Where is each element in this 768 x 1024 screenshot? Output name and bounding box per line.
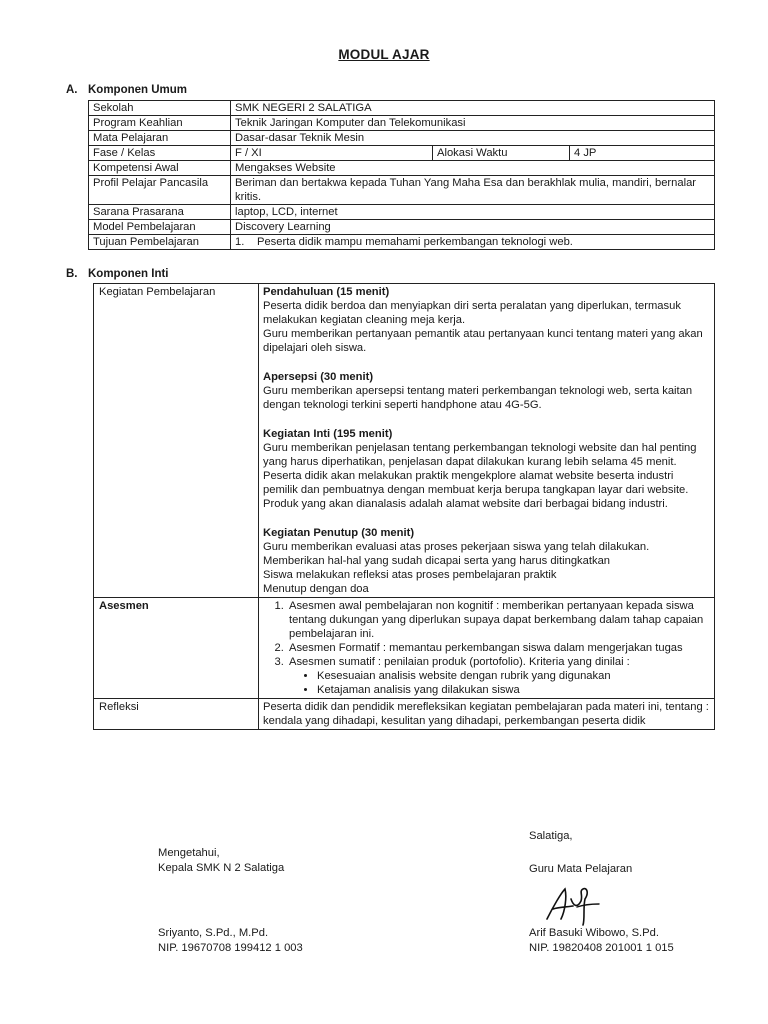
section-a-title: Komponen Umum: [88, 84, 188, 96]
row-value: laptop, LCD, internet: [231, 205, 715, 220]
paragraph: Menutup dengan doa: [263, 583, 369, 595]
alokasi-label: Alokasi Waktu: [433, 146, 570, 161]
bullet-item: • Ketajaman analisis yang dilakukan siswa: [317, 683, 710, 697]
row-value: Dasar-dasar Teknik Mesin: [231, 131, 715, 146]
row-label: Profil Pelajar Pancasila: [89, 176, 231, 205]
row-label: Tujuan Pembelajaran: [89, 235, 231, 250]
row-value: [231, 235, 715, 250]
place-date: Salatiga,: [529, 830, 573, 842]
guru-nip: NIP. 19820408 201001 1 015: [529, 942, 674, 954]
paragraph: Guru memberikan pertanyaan pemantik atau pertanyaan kunci tentang materi yang akan dipelajari oleh siswa.: [263, 328, 703, 354]
bullet-item: • Kesesuaian analisis website dengan rubrik yang digunakan: [317, 669, 710, 683]
row-label: Fase / Kelas: [89, 146, 231, 161]
section-a-heading: [66, 84, 187, 96]
paragraph: Guru memberikan penjelasan tentang perkembangan teknologi website dan hal penting yang harus diperhatikan, penjelasan dapat dilakukan kurang lebih selama 45 menit.: [263, 442, 697, 468]
table-row: [89, 235, 715, 250]
table-row: [89, 131, 715, 146]
asesmen-label: Asesmen: [94, 598, 259, 699]
list-item: 2. Asesmen Formatif : memantau perkembangan siswa dalam mengerjakan tugas: [287, 641, 710, 655]
apersepsi-title: Apersepsi (30 menit): [263, 371, 374, 383]
table-row: [94, 284, 715, 598]
komponen-inti-table: [93, 283, 715, 730]
paragraph: Guru memberikan apersepsi tentang materi perkembangan teknologi web, serta kaitan dengan teknologi terkini seperti handphone atau 4G-5G.: [263, 385, 693, 411]
list-number: 1.: [235, 236, 245, 248]
paragraph: Peserta didik akan melakukan praktik mengekplore alamat website beserta industri pemilik dan pembuatnya dengan membuat kerja berupa tangkapan layar dari website. Produk yang akan dianalasis adalah alamat website dari berbagai bidang industri.: [263, 470, 689, 510]
handwritten-signature: [543, 885, 605, 927]
kegiatan-content: [259, 284, 715, 598]
table-row: [89, 205, 715, 220]
table-row: [89, 176, 715, 205]
section-a-letter: A.: [66, 84, 78, 96]
row-label: Kompetensi Awal: [89, 161, 231, 176]
kegiatan-inti-title: Kegiatan Inti (195 menit): [263, 428, 393, 440]
document-title: MODUL AJAR: [338, 47, 430, 62]
table-row: [89, 101, 715, 116]
guru-name: Arif Basuki Wibowo, S.Pd.: [529, 927, 659, 939]
list-item: [287, 655, 710, 697]
section-b-heading: [66, 268, 169, 280]
row-value: F / XI: [231, 146, 433, 161]
komponen-umum-table: [88, 100, 715, 250]
row-value: Teknik Jaringan Komputer dan Telekomunikasi: [231, 116, 715, 131]
paragraph: Peserta didik berdoa dan menyiapkan diri serta peralatan yang diperlukan, termasuk melakukan kegiatan cleaning meja kerja.: [263, 300, 681, 326]
table-row: [89, 161, 715, 176]
table-row: [94, 598, 715, 699]
paragraph: Guru memberikan evaluasi atas proses pekerjaan siswa yang telah dilakukan. Memberikan hal-hal yang sudah dicapai serta yang harus ditingkatkan: [263, 541, 650, 567]
section-b-title: Komponen Inti: [88, 268, 169, 280]
kepala-sekolah-title: Kepala SMK N 2 Salatiga: [158, 862, 285, 874]
penutup-title: Kegiatan Penutup (30 menit): [263, 527, 415, 539]
paragraph: Siswa melakukan refleksi atas proses pembelajaran praktik: [263, 569, 557, 581]
list-item-text: Asesmen sumatif : penilaian produk (portofolio). Kriteria yang dinilai :: [289, 656, 630, 668]
kepala-sekolah-name: Sriyanto, S.Pd., M.Pd.: [158, 927, 269, 939]
row-label: Sarana Prasarana: [89, 205, 231, 220]
row-value: SMK NEGERI 2 SALATIGA: [231, 101, 715, 116]
table-row: [94, 699, 715, 730]
asesmen-content: [259, 598, 715, 699]
table-row: [89, 220, 715, 235]
row-value: Discovery Learning: [231, 220, 715, 235]
table-row: [89, 116, 715, 131]
refleksi-content: Peserta didik dan pendidik merefleksikan kegiatan pembelajaran pada materi ini, tentang : kendala yang dihadapi, kesulitan yang dihadapi, perkembangan peserta didik: [259, 699, 715, 730]
guru-role: Guru Mata Pelajaran: [529, 863, 633, 875]
asesmen-list: [263, 599, 710, 697]
row-label: Sekolah: [89, 101, 231, 116]
row-value: Mengakses Website: [231, 161, 715, 176]
mengetahui-text: Mengetahui,: [158, 847, 220, 859]
section-b-letter: B.: [66, 268, 78, 280]
criteria-list: [289, 669, 710, 697]
tujuan-text: Peserta didik mampu memahami perkembangan teknologi web.: [257, 236, 573, 248]
row-label: Model Pembelajaran: [89, 220, 231, 235]
kepala-sekolah-nip: NIP. 19670708 199412 1 003: [158, 942, 303, 954]
row-value: Beriman dan bertakwa kepada Tuhan Yang Maha Esa dan berakhlak mulia, mandiri, bernalar kritis.: [231, 176, 715, 205]
kegiatan-label: Kegiatan Pembelajaran: [94, 284, 259, 598]
row-label: Mata Pelajaran: [89, 131, 231, 146]
left-signature-name-block: [158, 926, 303, 956]
right-signature-name-block: [529, 926, 674, 956]
left-signature-intro: [158, 846, 284, 876]
alokasi-value: 4 JP: [570, 146, 715, 161]
row-label: Program Keahlian: [89, 116, 231, 131]
refleksi-label: Refleksi: [94, 699, 259, 730]
table-row: [89, 146, 715, 161]
pendahuluan-title: Pendahuluan (15 menit): [263, 286, 390, 298]
list-item: 1. Asesmen awal pembelajaran non kognitif : memberikan pertanyaan kepada siswa tentang dukungan yang diperlukan supaya dapat berkembang dalam tahap capaian pembelajaran ini.: [287, 599, 710, 641]
